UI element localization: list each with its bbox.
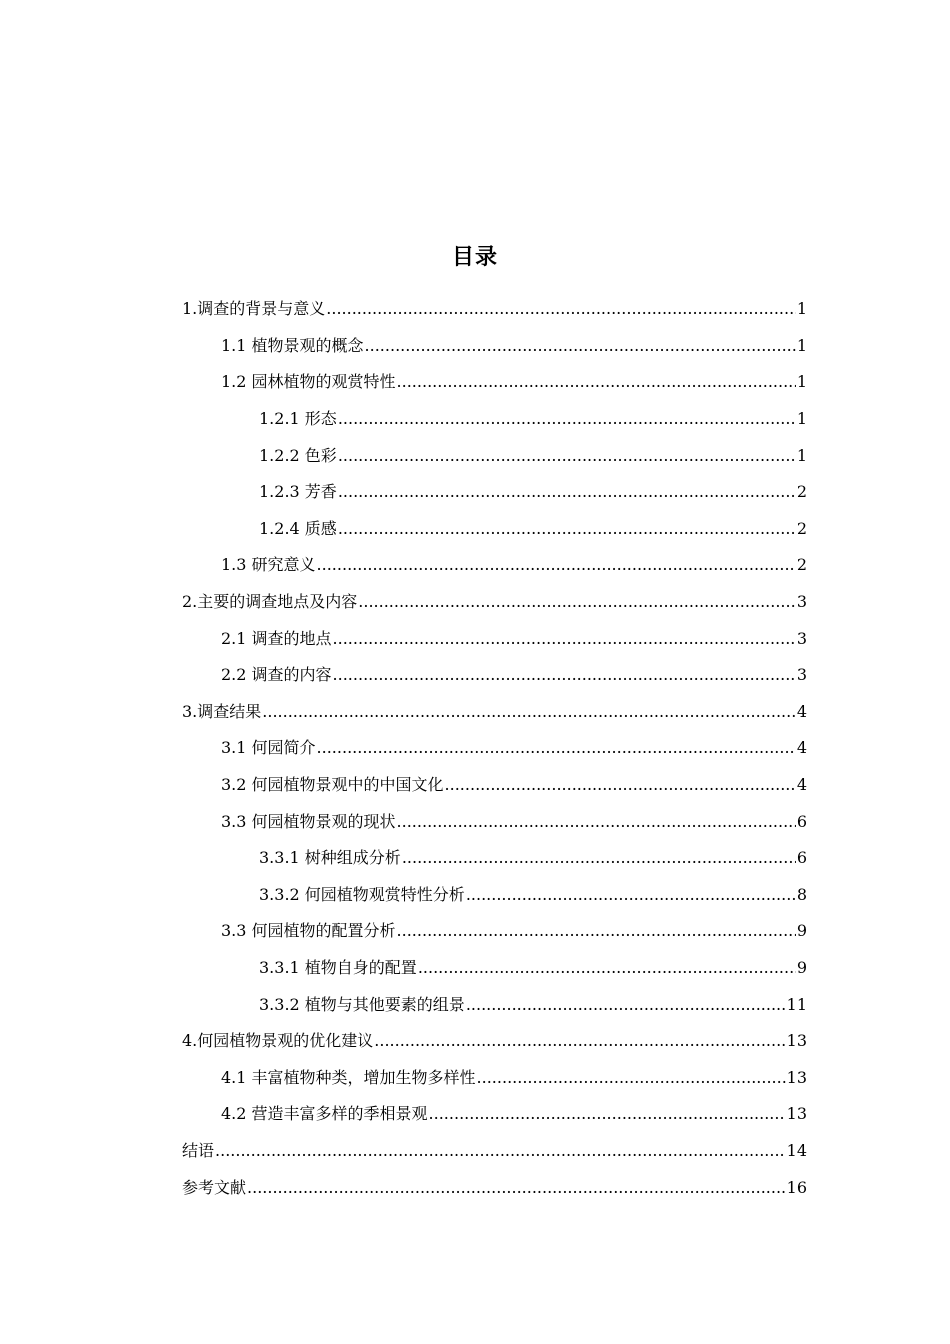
toc-entry-text: 3.2 何园植物景观中的中国文化 — [221, 775, 444, 795]
toc-dot-leader — [397, 812, 796, 832]
toc-page-number: 2 — [796, 518, 807, 538]
toc-entry-text: 3.1 何园简介 — [221, 738, 316, 758]
toc-entry[interactable] — [182, 547, 807, 584]
toc-dot-leader — [215, 1141, 786, 1161]
toc-entry[interactable] — [182, 730, 807, 767]
toc-entry-text: 2.2 调查的内容 — [221, 665, 332, 685]
toc-page-number: 9 — [796, 957, 807, 977]
toc-entry-text: 4.何园植物景观的优化建议 — [182, 1031, 374, 1051]
toc-dot-leader — [418, 958, 796, 978]
toc-page-number: 6 — [796, 848, 807, 868]
toc-entry-text: 2.主要的调查地点及内容 — [182, 592, 358, 612]
toc-dot-leader — [333, 629, 796, 649]
toc-entry-text: 3.3.1 植物自身的配置 — [259, 957, 417, 977]
toc-dot-leader — [466, 995, 786, 1015]
toc-dot-leader — [338, 446, 796, 466]
toc-dot-leader — [397, 372, 796, 392]
toc-entry[interactable] — [182, 364, 807, 401]
toc-entry[interactable] — [182, 657, 807, 694]
toc-dot-leader — [326, 299, 796, 319]
toc-entry-text: 4.2 营造丰富多样的季相景观 — [221, 1104, 428, 1124]
toc-dot-leader — [317, 555, 796, 575]
toc-page-number: 16 — [786, 1177, 807, 1197]
toc-page-number: 2 — [796, 482, 807, 502]
toc-page-number: 8 — [796, 884, 807, 904]
toc-entry-text: 3.调查结果 — [182, 701, 262, 721]
toc-page-number: 1 — [796, 409, 807, 429]
toc-entry[interactable] — [182, 694, 807, 731]
toc-page-number: 3 — [796, 628, 807, 648]
toc-entry-text: 3.3.2 植物与其他要素的组景 — [259, 994, 465, 1014]
toc-entry-text: 2.1 调查的地点 — [221, 628, 332, 648]
toc-entry[interactable] — [182, 1059, 807, 1096]
toc-page-number: 1 — [796, 299, 807, 319]
toc-dot-leader — [338, 482, 796, 502]
toc-entry[interactable] — [182, 877, 807, 914]
toc-dot-leader — [317, 738, 796, 758]
toc-page-number: 1 — [796, 445, 807, 465]
toc-entry[interactable] — [182, 328, 807, 365]
toc-dot-leader — [445, 775, 796, 795]
toc-page-number: 13 — [786, 1104, 807, 1124]
toc-entry-text: 结语 — [182, 1140, 215, 1160]
toc-entry-text: 1.2.3 芳香 — [259, 482, 337, 502]
toc-page-number: 1 — [796, 372, 807, 392]
toc-entry[interactable] — [182, 401, 807, 438]
toc-page-number: 4 — [796, 775, 807, 795]
toc-dot-leader — [358, 592, 796, 612]
toc-entry[interactable] — [182, 511, 807, 548]
toc-entry[interactable] — [182, 474, 807, 511]
toc-entry[interactable] — [182, 1169, 807, 1206]
toc-entry-text: 3.3 何园植物的配置分析 — [221, 921, 396, 941]
toc-dot-leader — [365, 336, 796, 356]
toc-entry-text: 参考文献 — [182, 1177, 247, 1197]
toc-entry[interactable] — [182, 950, 807, 987]
toc-entry[interactable] — [182, 291, 807, 328]
toc-dot-leader — [429, 1104, 786, 1124]
toc-page-number: 3 — [796, 592, 807, 612]
toc-entry-text: 3.3.1 树种组成分析 — [259, 848, 401, 868]
toc-entry[interactable] — [182, 803, 807, 840]
toc-dot-leader — [338, 409, 796, 429]
toc-entry-text: 1.调查的背景与意义 — [182, 299, 326, 319]
toc-entry-text: 1.2 园林植物的观赏特性 — [221, 372, 396, 392]
toc-dot-leader — [338, 519, 796, 539]
toc-entry[interactable] — [182, 986, 807, 1023]
toc-entry[interactable] — [182, 767, 807, 804]
toc-entry-text: 1.3 研究意义 — [221, 555, 316, 575]
toc-page-number: 14 — [786, 1140, 807, 1160]
toc-list — [182, 291, 807, 1206]
toc-page-number: 9 — [796, 921, 807, 941]
toc-entry[interactable] — [182, 1096, 807, 1133]
toc-dot-leader — [262, 702, 796, 722]
toc-entry[interactable] — [182, 1133, 807, 1170]
toc-dot-leader — [477, 1068, 786, 1088]
toc-page-number: 3 — [796, 665, 807, 685]
toc-dot-leader — [333, 665, 796, 685]
toc-entry[interactable] — [182, 584, 807, 621]
toc-entry-text: 1.2.1 形态 — [259, 409, 337, 429]
toc-entry-text: 1.1 植物景观的概念 — [221, 335, 364, 355]
toc-page-number: 4 — [796, 738, 807, 758]
toc-page-number: 6 — [796, 811, 807, 831]
toc-dot-leader — [374, 1031, 785, 1051]
toc-page-number: 4 — [796, 701, 807, 721]
toc-entry[interactable] — [182, 1023, 807, 1060]
toc-dot-leader — [466, 885, 796, 905]
toc-dot-leader — [397, 921, 796, 941]
toc-page-number: 2 — [796, 555, 807, 575]
toc-title: 目录 — [451, 245, 498, 270]
toc-entry-text: 3.3.2 何园植物观赏特性分析 — [259, 884, 465, 904]
toc-page-number: 11 — [786, 994, 807, 1014]
toc-entry[interactable] — [182, 840, 807, 877]
toc-entry-text: 3.3 何园植物景观的现状 — [221, 811, 396, 831]
toc-entry-text: 1.2.2 色彩 — [259, 445, 337, 465]
toc-entry[interactable] — [182, 437, 807, 474]
toc-entry[interactable] — [182, 913, 807, 950]
toc-dot-leader — [247, 1178, 786, 1198]
toc-page-number: 13 — [786, 1067, 807, 1087]
toc-entry-text: 4.1 丰富植物种类，增加生物多样性 — [221, 1067, 476, 1087]
toc-page-number: 13 — [786, 1031, 807, 1051]
toc-page-number: 1 — [796, 335, 807, 355]
toc-entry[interactable] — [182, 620, 807, 657]
toc-entry-text: 1.2.4 质感 — [259, 518, 337, 538]
toc-dot-leader — [402, 848, 796, 868]
